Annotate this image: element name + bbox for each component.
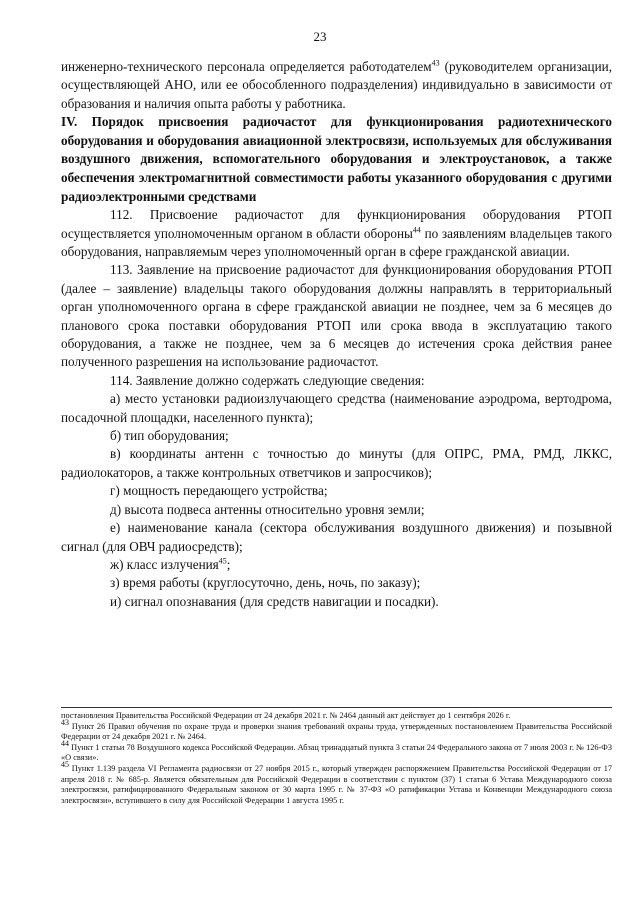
list-item-z: з) время работы (круглосуточно, день, ночь, по заказу); <box>110 575 421 591</box>
footnote-45-text: Пункт 1.139 раздела VI Регламента радиосвязи от 27 ноября 2015 г., который утвержден распоряжением Правительства Российской Федерации от 17 апреля 2018 г. № 685-р. Является обязательным для Российской Федерации в соответствии с пунктом (37) 1 статьи 6 Устава Международного союза электросвязи, ратифицированного Федеральным законом от 30 марта 1995 г. № 37-ФЗ «О ратификации Устава и Конвенции Международного союза электросвязи», вступившего в силу для Российской Федерации 1 августа 1995 г. <box>61 763 612 805</box>
intro-paragraph <box>61 58 612 113</box>
list-item-e: е) наименование канала (сектора обслуживания воздушного движения) и позывной сигнал (для ОВЧ радиосредств); <box>61 520 612 554</box>
footnote-ref-43: 43 <box>431 58 440 68</box>
footnote-43-mark: 43 <box>61 717 69 727</box>
p112-text-cont: по заявлениям владельцев такого оборудования, направляемым через уполномоченный орган в сфере гражданской авиации. <box>61 225 613 259</box>
list-item-zh-end: ; <box>226 556 231 572</box>
footnote-45 <box>61 760 612 806</box>
list-item-a: а) место установки радиоизлучающего средства (наименование аэродрома, вертодрома, посадочной площадки, населенного пункта); <box>61 391 612 425</box>
list-item-zh <box>61 556 612 574</box>
section-heading: IV. Порядок присвоения радиочастот для функционирования радиотехнического оборудования и оборудования авиационной электросвязи, используемых для обслуживания воздушного движения, вспомогательного оборудования и электроустановок, а также обеспечения электромагнитной совместимости работы указанного оборудования с другими радиоэлектронными средствами <box>61 114 612 204</box>
footnote-45-mark: 45 <box>61 760 69 770</box>
footnote-continued: постановления Правительства Российской Федерации от 24 декабря 2021 г. № 2464 данный акт действует до 1 сентября 2026 г. <box>61 711 511 720</box>
main-text <box>61 58 612 611</box>
footnote-43-text: Пункт 26 Правил обучения по охране труда и проверки знания требований охраны труда, утвержденных постановлением Правительства Российской Федерации от 24 декабря 2021 г. № 2464. <box>61 721 612 742</box>
footnote-44-text: Пункт 1 статьи 78 Воздушного кодекса Российской Федерации. Абзац тринадцатый пункта 3 статьи 24 Федерального закона от 7 июля 2003 г. № 126-ФЗ «О связи». <box>61 742 612 763</box>
footnote-divider <box>61 707 612 708</box>
page-number: 23 <box>313 29 327 44</box>
footnote-ref-44: 44 <box>412 225 421 235</box>
list-item-zh-text: ж) класс излучения <box>110 556 219 572</box>
intro-text: инженерно-технического персонала определяется работодателем <box>61 59 432 74</box>
footnote-44-mark: 44 <box>61 739 69 749</box>
footnote-ref-45: 45 <box>218 556 227 566</box>
list-item-d: д) высота подвеса антенны относительно уровня земли; <box>110 501 425 517</box>
intro-text-cont: (руководителем организации, осуществляющей АНО, или ее обособленного подразделения) индивидуально в зависимости от образования и наличия опыта работы у работника. <box>61 59 612 111</box>
footnotes <box>61 711 612 806</box>
list-item-v: в) координаты антенн с точностью до минуты (для ОПРС, РМА, РМД, ЛККС, радиолокаторов, а также контрольных ответчиков и запросчиков); <box>61 446 612 480</box>
paragraph-114: 114. Заявление должно содержать следующие сведения: <box>110 372 425 388</box>
p112-text: 112. Присвоение радиочастот для функционирования оборудования РТОП осуществляется уполномоченным органом в области обороны <box>61 207 612 241</box>
footnote-44 <box>61 739 612 764</box>
paragraph-112 <box>61 206 612 261</box>
paragraph-113: 113. Заявление на присвоение радиочастот для функционирования оборудования РТОП (далее – заявление) владельцы такого оборудования должны направлять в территориальный орган уполномоченного органа в сфере гражданской авиации не позднее, чем за 6 месяцев до планового срока поставки оборудования РТОП или срока ввода в эксплуатацию такого оборудования, а также не позднее, чем за 6 месяцев до истечения срока действия ранее полученного разрешения на использование радиочастот. <box>61 262 612 370</box>
footnote-43 <box>61 717 612 743</box>
list-item-b: б) тип оборудования; <box>110 428 229 444</box>
list-item-g: г) мощность передающего устройства; <box>110 483 328 499</box>
list-item-i: и) сигнал опознавания (для средств навигации и посадки). <box>110 593 439 609</box>
